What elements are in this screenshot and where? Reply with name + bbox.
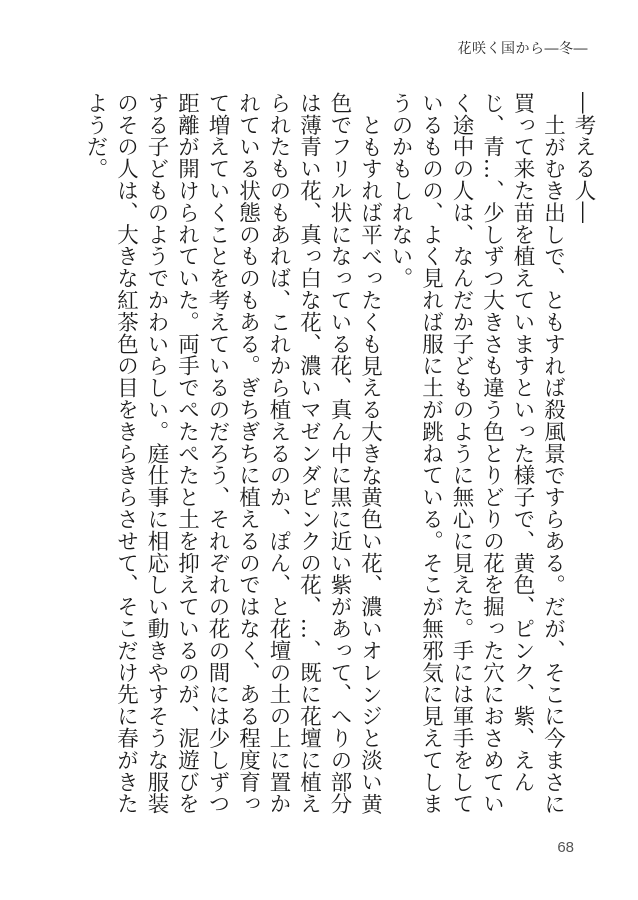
paragraph-1: 土がむき出しで、ともすれば殺風景ですらある。だが、そこに今まさに買って来た苗を植えていますといった様子で、黄色、ピンク、紫、えんじ、青…、少しずつ大きさも違う色とりどりの花を掘った穴におさめていく途中の人は、なんだか子どものように無心に見えた。手には軍手をしているものの、よく見れば服に土が跳ねている。そこが無邪気に見えてしまうのかもしれない。 (388, 92, 566, 815)
page-number: 68 (557, 839, 574, 856)
vertical-body-text (78, 92, 598, 832)
running-header: 花咲く国から―冬― (457, 41, 588, 57)
section-title: ―考える人― (571, 92, 596, 224)
paragraph-2: ともすれば平べったくも見える大きな黄色い花、濃いオレンジと淡い黄色でフリル状になっている花、真ん中に黒に近い紫があって、へりの部分は薄青い花、真っ白な花、濃いマゼンダピンクの花、…、既に花壇に植えられたものもあれば、これから植えるのか、ぽん、と花壇の土の上に置かれている状態のものもある。ぎちぎちに植えるのではなく、ある程度育って増えていくことを考えているのだろう、それぞれの花の間には少しずつ距離が開けられていた。両手でぺたぺたと土を抑えているのが、泥遊びをする子どものようでかわいらしい。庭仕事に相応しい動きやすそうな服装のその人は、大きな紅茶色の目をきらきらさせて、そこだけ先に春がきたようだ。 (83, 92, 383, 815)
